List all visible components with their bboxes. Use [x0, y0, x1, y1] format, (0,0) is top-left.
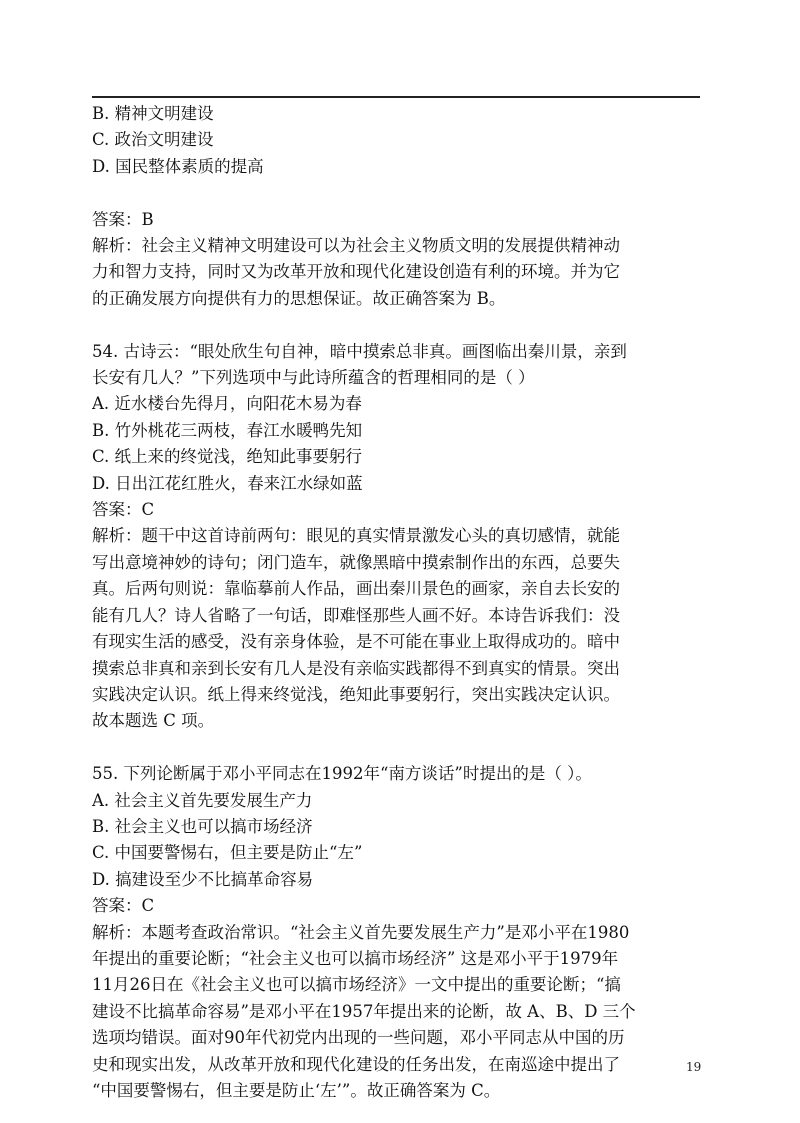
page-number: 19: [686, 1060, 702, 1074]
q53-option-d: D. 国民整体素质的提高: [92, 156, 264, 176]
q54-analysis-line: 写出意境神妙的诗句；闭门造车，就像黑暗中摸索制作出的东西，总要失: [92, 552, 620, 572]
q54-analysis-line: 解析：题干中这首诗前两句：眼见的真实情景激发心头的真切感情，就能: [92, 526, 620, 546]
q54-analysis-line: 能有几人？诗人省略了一句话，即难怪那些人画不好。本诗告诉我们：没: [92, 605, 620, 625]
q53-analysis-line: 的正确发展方向提供有力的思想保证。故正确答案为 B。: [92, 288, 506, 308]
q55-analysis-line: 解析：本题考查政治常识。“社会主义首先要发展生产力”是邓小平在1980: [92, 922, 630, 942]
q53-analysis-line: 力和智力支持，同时又为改革开放和现代化建设创造有利的环境。并为它: [92, 262, 620, 282]
q53-answer: 答案：B: [92, 209, 154, 229]
q54-answer: 答案：C: [92, 500, 155, 520]
q54-option-c: C. 纸上来的终觉浅，绝知此事要躬行: [92, 447, 363, 467]
q55-stem-line: 55. 下列论断属于邓小平同志在1992年“南方谈话”时提出的是（ ）。: [92, 764, 592, 784]
q54-analysis-line: 摸索总非真和亲到长安有几人是没有亲临实践都得不到真实的情景。突出: [92, 658, 620, 678]
q54-option-a: A. 近水楼台先得月，向阳花木易为春: [92, 394, 362, 414]
q55-option-a: A. 社会主义首先要发展生产力: [92, 790, 313, 810]
q54-option-b: B. 竹外桃花三两枝，春江水暖鸭先知: [92, 420, 363, 440]
q55-analysis-line: 选项均错误。面对90年代初党内出现的一些问题，邓小平同志从中国的历: [92, 1028, 625, 1048]
q54-option-d: D. 日出江花红胜火，春来江水绿如蓝: [92, 473, 363, 493]
q55-answer: 答案：C: [92, 896, 155, 916]
q54-stem-line: 54. 古诗云：“眼处欣生句自神，暗中摸索总非真。画图临出秦川景，亲到: [92, 341, 627, 361]
q55-analysis-line: 史和现实出发，从改革开放和现代化建设的任务出发，在南巡途中提出了: [92, 1054, 620, 1074]
q55-option-d: D. 搞建设至少不比搞革命容易: [92, 869, 314, 889]
spacer: [92, 180, 704, 206]
q55-analysis-line: 年提出的重要论断；“社会主义也可以搞市场经济” 这是邓小平于1979年: [92, 948, 619, 968]
q54-analysis-line: 实践决定认识。纸上得来终觉浅，绝知此事要躬行，突出实践决定认识。: [92, 684, 620, 704]
document-body: [92, 101, 704, 1104]
q53-option-c: C. 政治文明建设: [92, 130, 214, 150]
spacer: [92, 735, 704, 761]
q55-option-c: C. 中国要警惕右，但主要是防止“左”: [92, 843, 363, 863]
q54-stem-line: 长安有几人？”下列选项中与此诗所蕴含的哲理相同的是（ ）: [92, 368, 535, 388]
q55-analysis-line: 11月26日在《社会主义也可以搞市场经济》一文中提出的重要论断；“搞: [92, 975, 621, 995]
q53-option-b: B. 精神文明建设: [92, 104, 214, 123]
header-rule: [92, 96, 700, 98]
q54-analysis-line: 真。后两句则说：靠临摹前人作品，画出秦川景色的画家，亲自去长安的: [92, 579, 620, 599]
q55-analysis-line: 建设不比搞革命容易”是邓小平在1957年提出来的论断，故 A、B、D 三个: [92, 1001, 636, 1021]
q54-analysis-line: 有现实生活的感受，没有亲身体验，是不可能在事业上取得成功的。暗中: [92, 632, 620, 652]
q55-analysis-line: “中国要警惕右，但主要是防止‘左’”。故正确答案为 C。: [92, 1080, 501, 1100]
q55-option-b: B. 社会主义也可以搞市场经济: [92, 816, 313, 836]
q53-analysis-line: 解析：社会主义精神文明建设可以为社会主义物质文明的发展提供精神动: [92, 236, 620, 256]
spacer: [92, 312, 704, 338]
q54-analysis-line: 故本题选 C 项。: [92, 711, 215, 731]
